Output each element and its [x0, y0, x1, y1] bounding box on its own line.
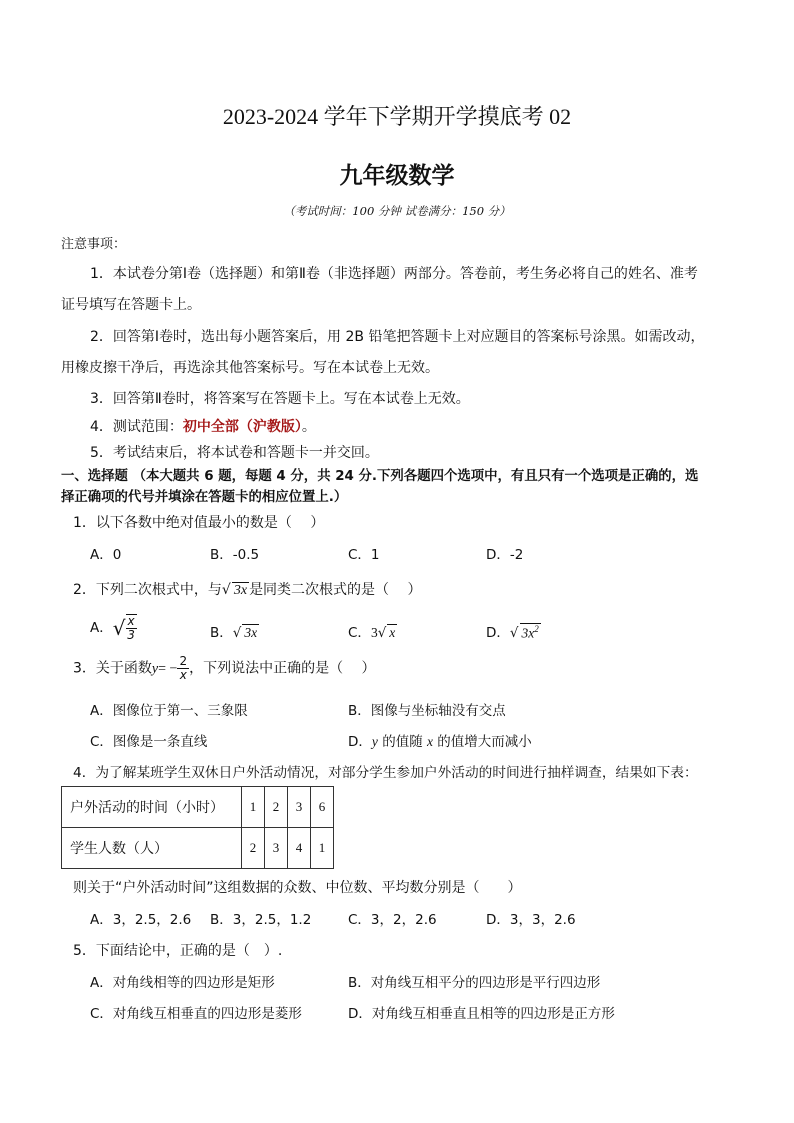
- q4-question: 则关于“户外活动时间”这组数据的众数、中位数、平均数分别是（ ）: [73, 880, 522, 896]
- q3-func-y: y: [151, 661, 159, 677]
- exam-title: 2023-2024 学年下学期开学摸底考 02: [222, 104, 572, 129]
- q4-option-a: A．3，2.5，2.6: [90, 912, 192, 928]
- section-1-line-1: 一、选择题 （本大题共 6 题，每题 4 分，共 24 分.下列各题四个选项中，有且只有一个选项是正确的，选: [61, 469, 699, 484]
- q5-option-c: C．对角线互相垂直的四边形是菱形: [90, 1006, 302, 1022]
- q3-func-numerator: 2: [179, 654, 188, 668]
- q3-stem-pre: 3．关于函数: [73, 660, 152, 677]
- table-cell: 2: [242, 828, 265, 869]
- q2-a-fraction: [126, 614, 137, 642]
- table-cell: 1: [311, 828, 334, 869]
- notes-heading: 注意事项：: [61, 237, 127, 252]
- table-cell: 6: [311, 787, 334, 828]
- note-2-line-2: 用橡皮擦干净后，再选涂其他答案标号。写在本试卷上无效。: [61, 360, 439, 376]
- q4-option-b: B．3，2.5，1.2: [210, 912, 312, 928]
- q3-d-end: 的值增大而减小: [433, 734, 532, 750]
- note-5: 5．考试结束后，将本试卷和答题卡一并交回。: [90, 445, 379, 461]
- q2-radical-sign: √: [221, 582, 231, 598]
- table-row: [62, 787, 334, 828]
- q2-option-c: [348, 621, 397, 641]
- q2-stem: [73, 579, 422, 599]
- q2-d-radical-sign: √: [509, 625, 519, 641]
- q3-d-mid: 的值随: [377, 734, 427, 750]
- q2-option-a: [90, 614, 137, 642]
- q3-d-label: D．: [348, 734, 372, 750]
- q2-d-exponent: 2: [534, 623, 539, 634]
- q1-stem: 1．以下各数中绝对值最小的数是（ ）: [73, 515, 325, 531]
- table-cell: 4: [288, 828, 311, 869]
- q2-c-radical-sign: √: [377, 625, 387, 641]
- q3-stem-post: ，下列说法中正确的是（ ）: [189, 660, 376, 677]
- note-3: 3．回答第Ⅱ卷时，将答案写在答题卡上。写在本试卷上无效。: [90, 391, 470, 407]
- q1-option-c: C．1: [348, 547, 380, 563]
- table-header-count: 学生人数（人）: [62, 828, 242, 869]
- table-row: [62, 828, 334, 869]
- q2-c-coefficient: 3: [370, 625, 378, 640]
- q5-option-d: D．对角线互相垂直且相等的四边形是正方形: [348, 1006, 615, 1022]
- q5-stem: 5．下面结论中，正确的是（ ）.: [73, 943, 283, 959]
- table-header-time: 户外活动的时间（小时）: [62, 787, 242, 828]
- q5-option-a: A．对角线相等的四边形是矩形: [90, 975, 275, 991]
- q2-b-radical-sign: √: [232, 625, 242, 641]
- q2-c-label: C．: [348, 625, 371, 641]
- q3-option-d: [348, 730, 532, 750]
- table-cell: 3: [288, 787, 311, 828]
- q2-stem-post: 是同类二次根式的是（ ）: [249, 582, 422, 598]
- q2-d-radicand-base: 3x: [521, 625, 535, 640]
- note-4: [90, 416, 316, 436]
- q1-option-a: A．0: [90, 547, 122, 563]
- q3-option-a: A．图像位于第一、三象限: [90, 703, 248, 719]
- subject-title: 九年级数学: [339, 163, 455, 189]
- q3-option-c: C．图像是一条直线: [90, 734, 208, 750]
- q2-radicand: 3x: [233, 583, 248, 598]
- q3-func-eq: = −: [158, 661, 178, 677]
- table-cell: 3: [265, 828, 288, 869]
- table-cell: 2: [265, 787, 288, 828]
- q3-d-x: x: [427, 734, 433, 749]
- q2-option-b: [210, 621, 259, 641]
- q2-a-label: A．: [90, 620, 113, 636]
- q4-stem: 4．为了解某班学生双休日户外活动情况，对部分学生参加户外活动的时间进行抽样调查，结果如下表：: [73, 765, 698, 781]
- q4-option-d: D．3，3，2.6: [486, 912, 576, 928]
- q4-table: [61, 786, 334, 869]
- q3-option-b: B．图像与坐标轴没有交点: [348, 703, 506, 719]
- q3-func-denominator: x: [179, 668, 187, 682]
- q4-option-c: C．3，2，2.6: [348, 912, 437, 928]
- q3-d-y: y: [371, 734, 378, 749]
- q2-d-label: D．: [486, 625, 510, 641]
- q2-b-radicand: 3x: [244, 625, 258, 640]
- table-cell: 1: [242, 787, 265, 828]
- q2-a-radical-sign: √: [112, 616, 126, 640]
- q2-stem-pre: 2．下列二次根式中，与: [73, 582, 222, 598]
- exam-info: （考试时间：100 分钟 试卷满分：150 分）: [283, 204, 511, 218]
- q2-a-numerator: x: [127, 614, 135, 628]
- q3-stem: [73, 655, 376, 682]
- section-1-line-2: 择正确项的代号并填涂在答题卡的相应位置上.）: [61, 490, 348, 505]
- note-4-suffix: 。: [301, 419, 316, 435]
- note-2-line-1: 2．回答第Ⅰ卷时，选出每小题答案后，用 2B 铅笔把答题卡上对应题目的答案标号涂黑。如需改动，: [90, 329, 705, 345]
- note-4-prefix: 4．测试范围：: [90, 419, 183, 435]
- q2-c-radicand: x: [389, 625, 396, 640]
- q1-option-d: D．-2: [486, 547, 524, 563]
- q5-option-b: B．对角线互相平分的四边形是平行四边形: [348, 975, 601, 991]
- q3-func-fraction: [177, 655, 189, 682]
- q2-a-denominator: 3: [127, 628, 135, 642]
- q2-option-d: [486, 621, 541, 641]
- q1-option-b: B．-0.5: [210, 547, 260, 563]
- note-4-scope: 初中全部（沪教版）: [182, 419, 302, 435]
- note-1-line-1: 1．本试卷分第Ⅰ卷（选择题）和第Ⅱ卷（非选择题）两部分。答卷前，考生务必将自己的姓名、准考: [90, 266, 698, 282]
- q2-d-radicand: [520, 623, 541, 642]
- q2-b-label: B．: [210, 625, 233, 641]
- note-1-line-2: 证号填写在答题卡上。: [61, 297, 201, 313]
